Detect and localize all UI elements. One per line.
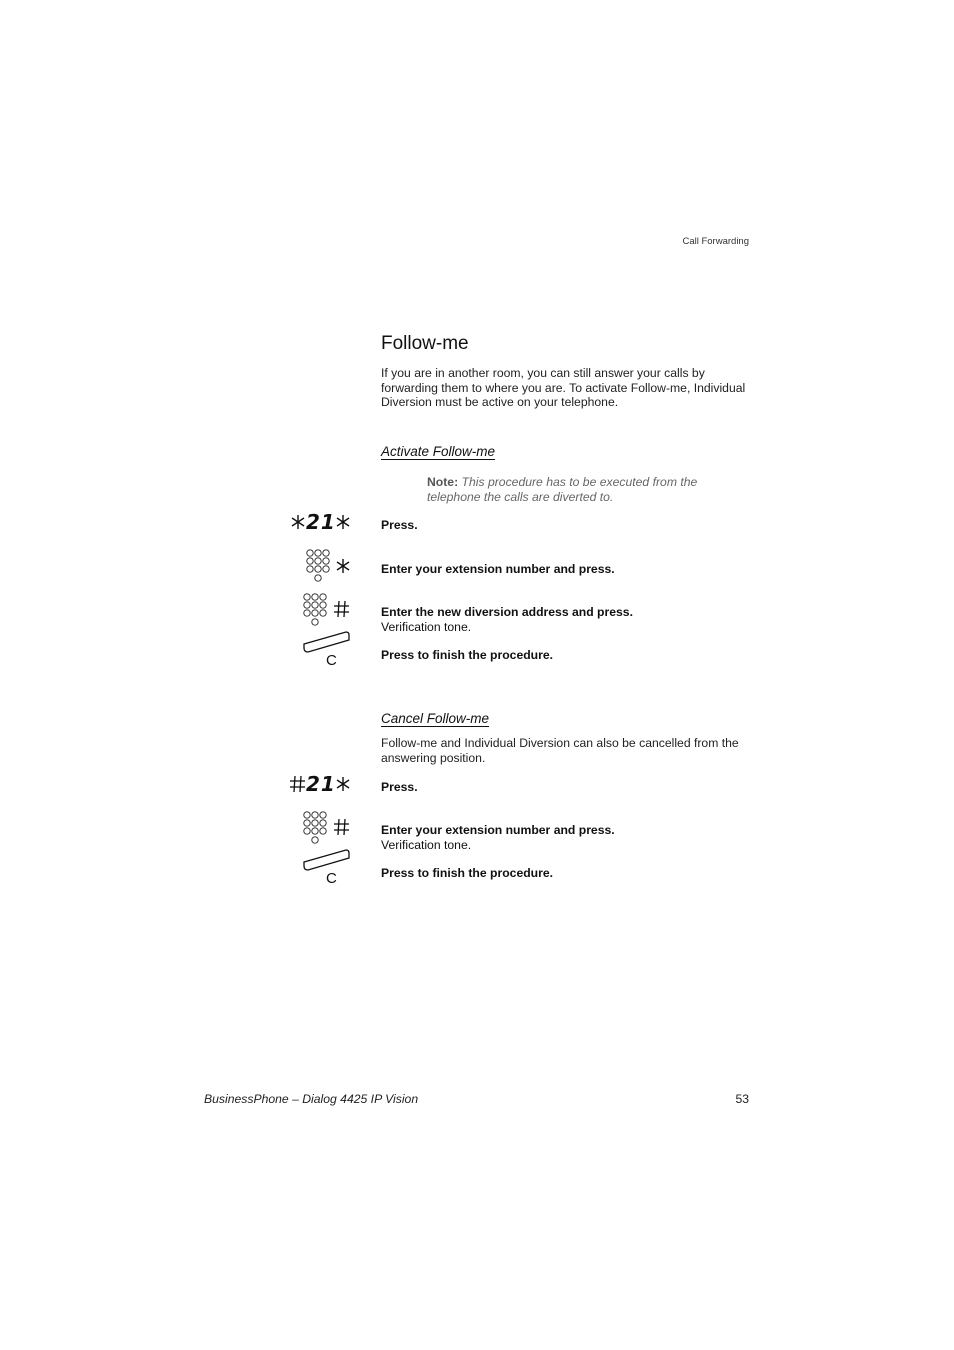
keypad-icon [302,593,328,628]
keypad-icon [305,549,331,584]
clear-key-label: C [326,870,337,887]
cancel-heading: Cancel Follow-me [381,711,490,726]
cancel-step-1 [381,780,418,795]
intro-paragraph: If you are in another room, you can still answer your calls by forwarding them to where you are. To activate Follow-me, Individual Diversion must be active on your telephone. [381,366,746,410]
page-number: 53 [735,1092,749,1106]
section-title: Follow-me [381,333,469,354]
running-header: Call Forwarding [682,236,749,247]
hash-key-icon [334,819,349,835]
note-text: This procedure has to be executed from the telephone the calls are diverted to. [427,475,698,504]
activate-step-4 [381,648,553,663]
activate-step-3 [381,605,633,634]
cancel-code-digits: 21 [306,772,336,796]
step-instruction: Press. [381,780,418,794]
cancel-step-3 [381,866,553,881]
step-instruction: Enter the new diversion address and press. [381,605,633,619]
step-instruction: Press to finish the procedure. [381,648,554,662]
note-label: Note: [427,475,459,489]
footer-product: BusinessPhone – Dialog 4425 IP Vision [204,1092,419,1106]
star-key-icon [291,515,305,529]
clear-key-label: C [326,652,337,669]
cancel-step-2 [381,823,615,852]
step-instruction: Enter your extension number and press. [381,823,615,837]
step-instruction: Enter your extension number and press. [381,562,615,576]
step-feedback: Verification tone. [381,619,472,634]
star-key-icon [336,777,350,791]
cancel-code [290,772,352,798]
hash-key-icon [334,601,349,617]
activate-code-digits: 21 [306,510,336,534]
activate-step-1 [381,518,418,533]
step-instruction: Press. [381,518,418,532]
activate-step-2 [381,562,615,577]
step-feedback: Verification tone. [381,837,472,852]
note [427,475,747,504]
activate-code [291,510,351,536]
star-key-icon [336,515,350,529]
activate-heading: Activate Follow-me [381,444,496,459]
keypad-icon [302,811,328,846]
step-instruction: Press to finish the procedure. [381,866,554,880]
star-key-icon [336,559,350,573]
hash-key-icon [290,776,305,792]
cancel-description: Follow-me and Individual Diversion can also be cancelled from the answering position. [381,736,739,765]
